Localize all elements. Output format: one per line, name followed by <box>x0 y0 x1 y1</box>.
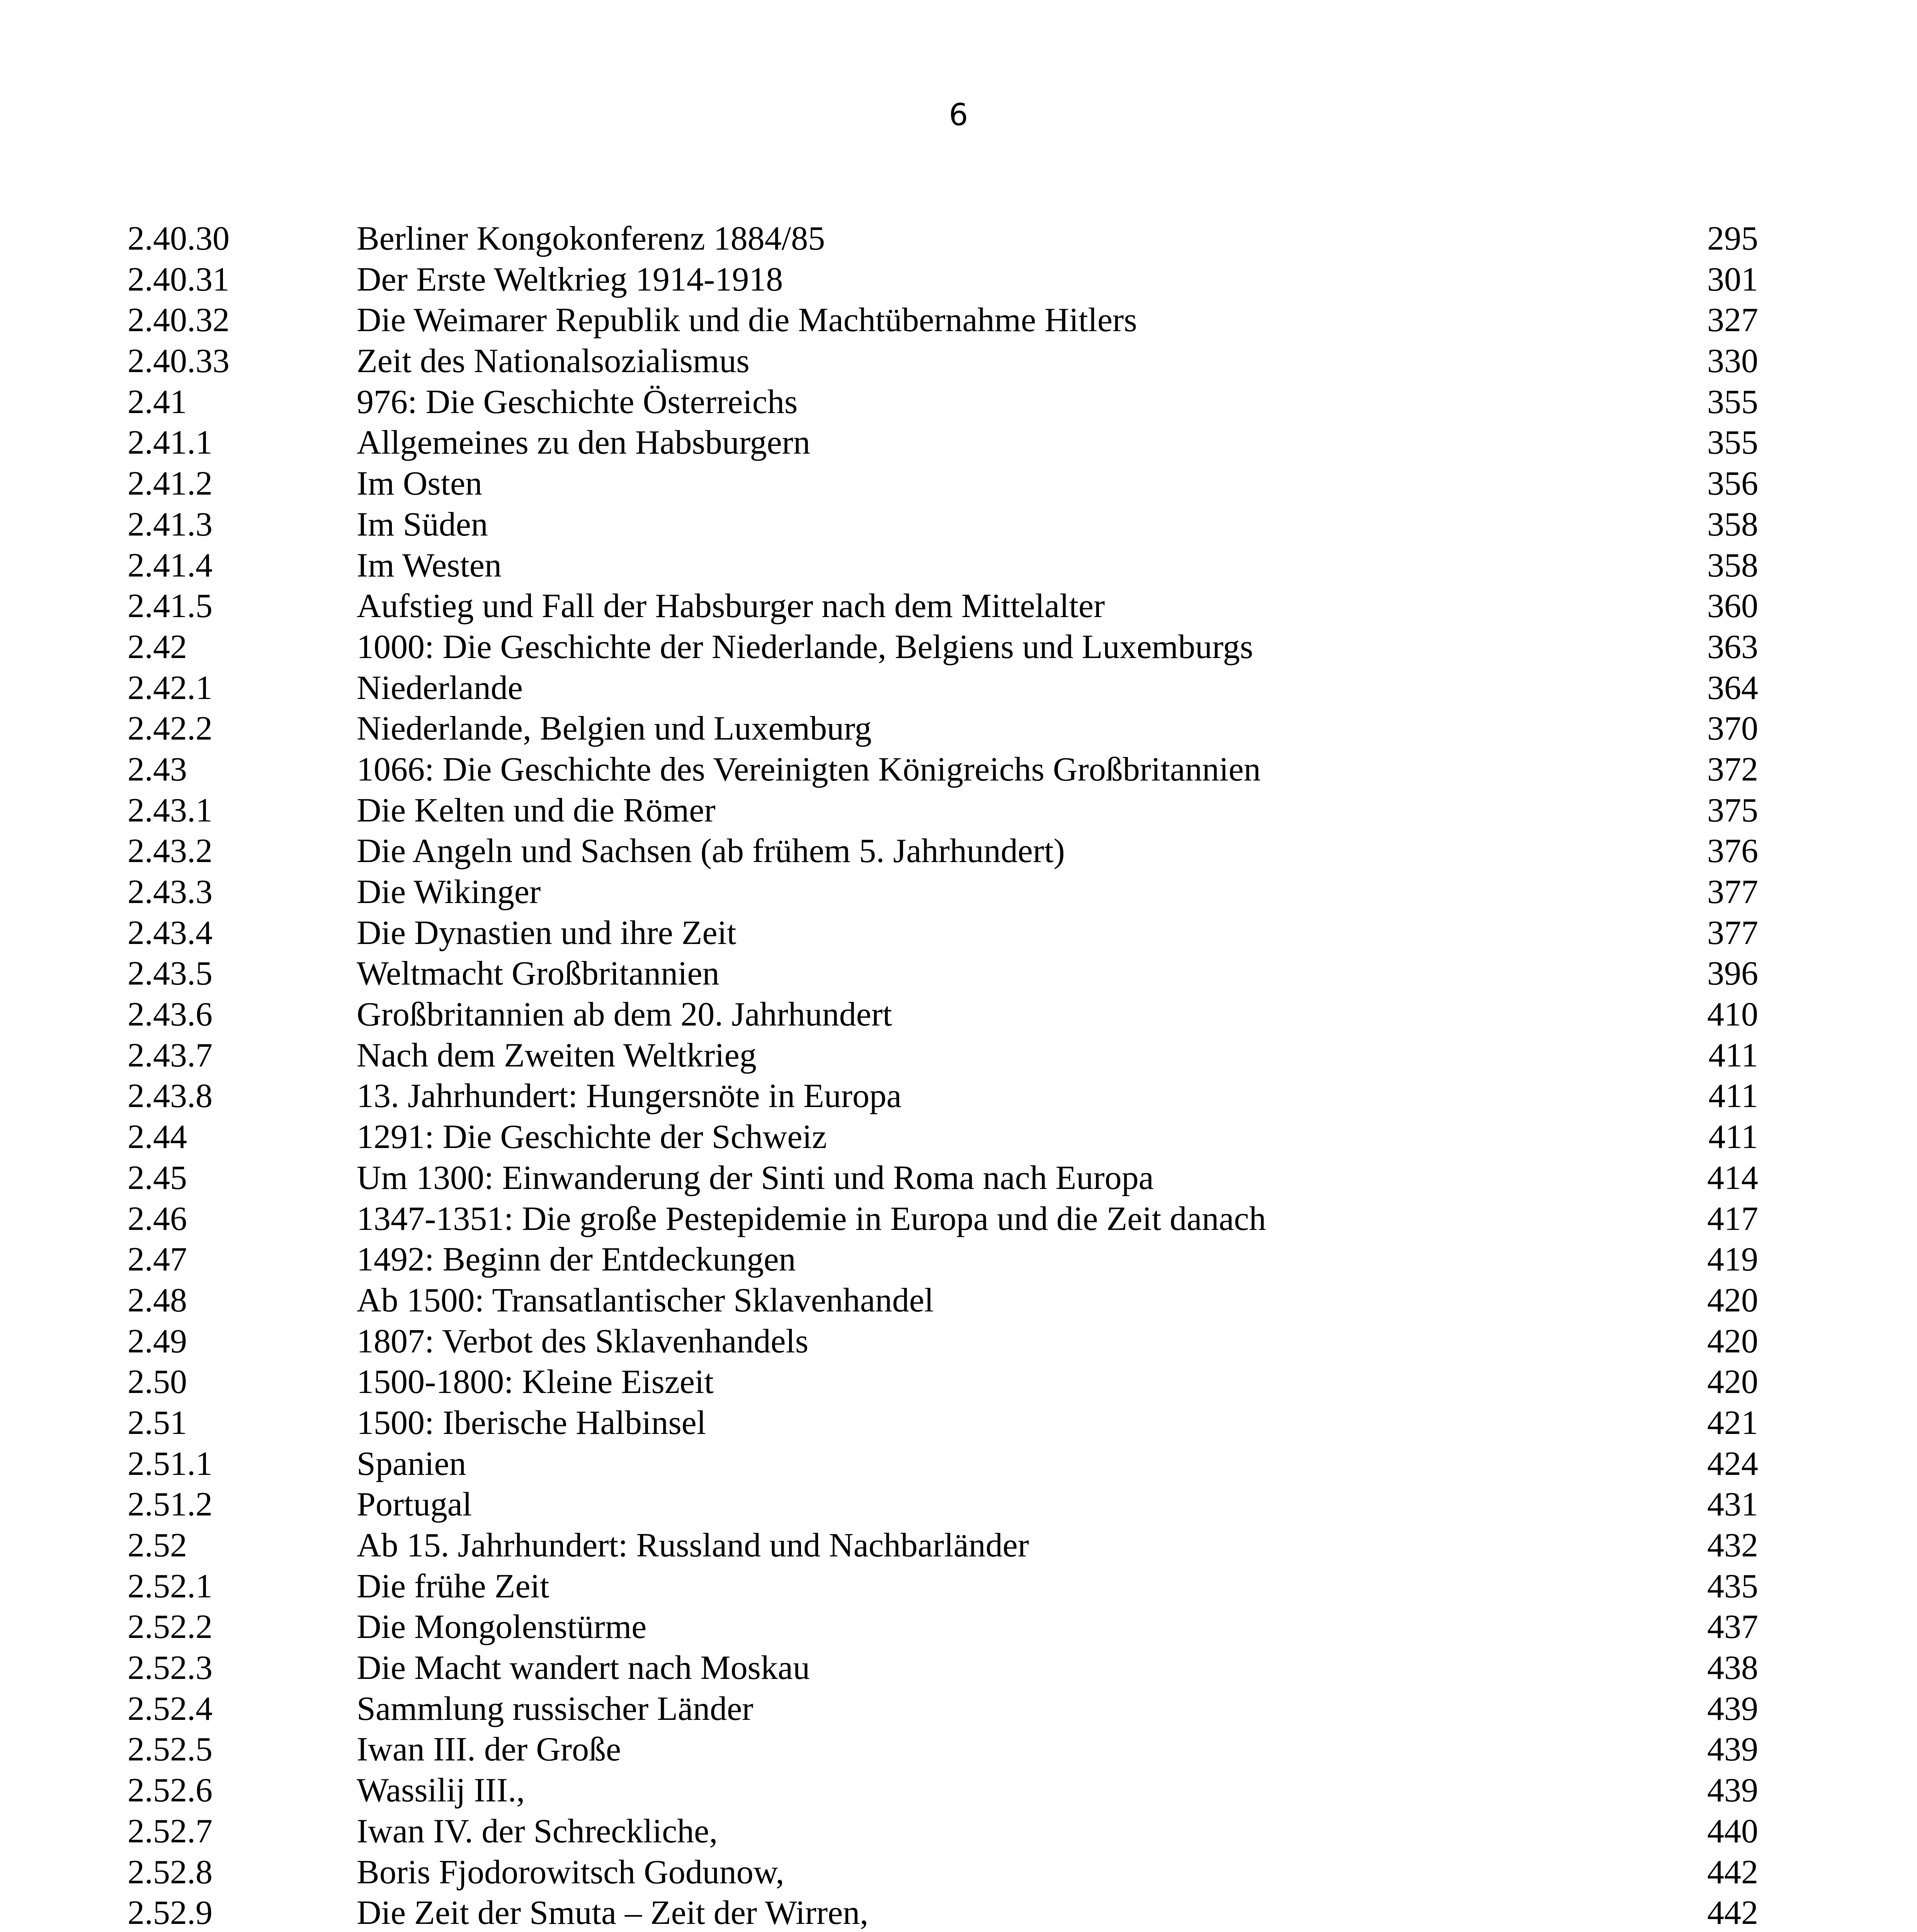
toc-page-number: 358 <box>1707 546 1758 584</box>
toc-section-title: Wassilij III., <box>357 1772 525 1810</box>
toc-row <box>128 668 1758 709</box>
toc-page-number: 421 <box>1707 1404 1758 1442</box>
toc-section-number: 2.43.3 <box>128 873 213 911</box>
toc-page-number: 439 <box>1707 1772 1758 1810</box>
toc-row <box>128 1648 1758 1689</box>
page-number: 6 <box>949 98 968 133</box>
toc-page-number: 417 <box>1707 1200 1758 1238</box>
toc-page-number: 442 <box>1707 1894 1758 1932</box>
table-of-contents <box>128 218 1758 1932</box>
toc-row <box>128 586 1758 627</box>
toc-page-number: 431 <box>1707 1486 1758 1524</box>
toc-row <box>128 790 1758 831</box>
toc-section-number: 2.45 <box>128 1159 187 1197</box>
toc-section-title: Sammlung russischer Länder <box>357 1690 754 1728</box>
toc-page-number: 377 <box>1707 873 1758 911</box>
toc-section-number: 2.52.2 <box>128 1608 213 1646</box>
toc-row <box>128 1158 1758 1199</box>
toc-row <box>128 1525 1758 1566</box>
toc-page-number: 295 <box>1707 220 1758 257</box>
toc-page-number: 377 <box>1707 914 1758 952</box>
toc-section-number: 2.52.5 <box>128 1731 213 1769</box>
toc-row <box>128 708 1758 749</box>
toc-row <box>128 341 1758 382</box>
toc-row <box>128 1729 1758 1770</box>
toc-section-number: 2.52.7 <box>128 1812 213 1850</box>
toc-section-number: 2.43.2 <box>128 832 213 870</box>
toc-section-number: 2.42 <box>128 628 187 666</box>
toc-row <box>128 1770 1758 1811</box>
toc-section-title: Weltmacht Großbritannien <box>357 955 720 993</box>
toc-page-number: 358 <box>1707 505 1758 543</box>
toc-row <box>128 1852 1758 1893</box>
toc-section-title: Niederlande, Belgien und Luxemburg <box>357 710 872 748</box>
toc-page-number: 355 <box>1707 383 1758 421</box>
toc-row <box>128 1321 1758 1362</box>
toc-section-title: Die Wikinger <box>357 873 541 911</box>
toc-row <box>128 1199 1758 1240</box>
toc-section-number: 2.52.8 <box>128 1853 213 1891</box>
toc-section-number: 2.52.3 <box>128 1649 213 1687</box>
toc-section-number: 2.43 <box>128 750 187 788</box>
toc-section-title: 1066: Die Geschichte des Vereinigten Königreichs Großbritannien <box>357 750 1261 788</box>
toc-section-title: Die Kelten und die Römer <box>357 791 716 829</box>
toc-page-number: 420 <box>1707 1363 1758 1401</box>
toc-row <box>128 749 1758 790</box>
toc-page-number: 360 <box>1707 587 1758 625</box>
toc-section-number: 2.43.5 <box>128 955 213 993</box>
toc-row <box>128 1689 1758 1730</box>
toc-page-number: 424 <box>1707 1445 1758 1483</box>
toc-row <box>128 1117 1758 1158</box>
toc-section-title: Die Macht wandert nach Moskau <box>357 1649 810 1687</box>
toc-row <box>128 1239 1758 1280</box>
toc-page-number: 437 <box>1707 1608 1758 1646</box>
toc-section-number: 2.42.2 <box>128 710 213 748</box>
toc-page-number: 411 <box>1708 1118 1758 1156</box>
toc-section-number: 2.43.7 <box>128 1036 213 1074</box>
toc-section-title: Im Westen <box>357 546 502 584</box>
toc-section-number: 2.51.2 <box>128 1486 213 1524</box>
toc-section-title: Der Erste Weltkrieg 1914-1918 <box>357 260 783 298</box>
toc-section-number: 2.41.5 <box>128 587 213 625</box>
toc-page-number: 440 <box>1707 1812 1758 1850</box>
toc-page-number: 420 <box>1707 1322 1758 1360</box>
toc-section-title: 1347-1351: Die große Pestepidemie in Europa und die Zeit danach <box>357 1200 1266 1238</box>
toc-section-title: Ab 15. Jahrhundert: Russland und Nachbarländer <box>357 1527 1029 1564</box>
toc-section-title: 13. Jahrhundert: Hungersnöte in Europa <box>357 1077 902 1115</box>
toc-section-title: Um 1300: Einwanderung der Sinti und Roma nach Europa <box>357 1159 1154 1197</box>
toc-section-number: 2.41.4 <box>128 546 213 584</box>
toc-page-number: 420 <box>1707 1281 1758 1319</box>
toc-row <box>128 1403 1758 1444</box>
toc-section-number: 2.43.6 <box>128 996 213 1034</box>
toc-section-number: 2.46 <box>128 1200 187 1238</box>
toc-section-number: 2.52.4 <box>128 1690 213 1728</box>
toc-section-title: Boris Fjodorowitsch Godunow, <box>357 1853 784 1891</box>
toc-section-title: 1291: Die Geschichte der Schweiz <box>357 1118 827 1156</box>
toc-page-number: 375 <box>1707 791 1758 829</box>
toc-section-title: Die Mongolenstürme <box>357 1608 647 1646</box>
toc-section-number: 2.40.30 <box>128 220 230 257</box>
toc-row <box>128 504 1758 545</box>
toc-section-title: Die Angeln und Sachsen (ab frühem 5. Jahrhundert) <box>357 832 1065 870</box>
toc-row <box>128 545 1758 586</box>
toc-section-title: Allgemeines zu den Habsburgern <box>357 424 810 462</box>
toc-section-number: 2.40.32 <box>128 301 230 339</box>
toc-section-number: 2.43.8 <box>128 1077 213 1115</box>
toc-row <box>128 1444 1758 1485</box>
toc-section-number: 2.44 <box>128 1118 187 1156</box>
toc-section-number: 2.52.6 <box>128 1772 213 1810</box>
toc-section-number: 2.41.1 <box>128 424 213 462</box>
toc-row <box>128 1893 1758 1932</box>
toc-page-number: 435 <box>1707 1567 1758 1605</box>
toc-section-title: 1807: Verbot des Sklavenhandels <box>357 1322 809 1360</box>
toc-section-title: Im Süden <box>357 505 488 543</box>
toc-section-title: Im Osten <box>357 465 483 503</box>
toc-row <box>128 1811 1758 1852</box>
toc-section-number: 2.52.9 <box>128 1894 213 1932</box>
toc-section-number: 2.40.33 <box>128 342 230 380</box>
toc-section-number: 2.48 <box>128 1281 187 1319</box>
toc-page-number: 372 <box>1707 750 1758 788</box>
toc-section-title: Spanien <box>357 1445 466 1483</box>
toc-row <box>128 1035 1758 1076</box>
toc-section-number: 2.50 <box>128 1363 187 1401</box>
toc-page-number: 370 <box>1707 710 1758 748</box>
toc-section-title: Zeit des Nationalsozialismus <box>357 342 750 380</box>
toc-section-title: 1492: Beginn der Entdeckungen <box>357 1241 796 1279</box>
toc-row <box>128 300 1758 341</box>
toc-page-number: 330 <box>1707 342 1758 380</box>
toc-section-title: Die Zeit der Smuta – Zeit der Wirren, <box>357 1894 869 1932</box>
toc-section-number: 2.41.2 <box>128 465 213 503</box>
toc-page-number: 439 <box>1707 1731 1758 1769</box>
toc-row <box>128 218 1758 259</box>
toc-page-number: 411 <box>1708 1036 1758 1074</box>
toc-row <box>128 422 1758 463</box>
toc-section-title: Nach dem Zweiten Weltkrieg <box>357 1036 757 1074</box>
toc-section-title: Aufstieg und Fall der Habsburger nach dem Mittelalter <box>357 587 1105 625</box>
toc-page-number: 410 <box>1707 996 1758 1034</box>
toc-row <box>128 913 1758 954</box>
toc-row <box>128 1607 1758 1648</box>
toc-section-title: Iwan III. der Große <box>357 1731 621 1769</box>
toc-section-number: 2.40.31 <box>128 260 230 298</box>
toc-section-title: Niederlande <box>357 669 523 707</box>
toc-page-number: 419 <box>1707 1241 1758 1279</box>
toc-row <box>128 994 1758 1035</box>
toc-section-title: Iwan IV. der Schreckliche, <box>357 1812 718 1850</box>
toc-row <box>128 872 1758 913</box>
toc-page-number: 355 <box>1707 424 1758 462</box>
toc-page-number: 364 <box>1707 669 1758 707</box>
toc-row <box>128 627 1758 668</box>
toc-page-number: 376 <box>1707 832 1758 870</box>
toc-section-title: Portugal <box>357 1486 472 1524</box>
toc-section-title: 1000: Die Geschichte der Niederlande, Belgiens und Luxemburgs <box>357 628 1253 666</box>
toc-row <box>128 1076 1758 1117</box>
toc-page-number: 363 <box>1707 628 1758 666</box>
toc-section-number: 2.41 <box>128 383 187 421</box>
toc-row <box>128 1280 1758 1321</box>
toc-section-number: 2.49 <box>128 1322 187 1360</box>
toc-page-number: 432 <box>1707 1527 1758 1564</box>
toc-section-title: Die Dynastien und ihre Zeit <box>357 914 737 952</box>
toc-row <box>128 1362 1758 1403</box>
toc-row <box>128 463 1758 504</box>
toc-section-number: 2.51 <box>128 1404 187 1442</box>
toc-page-number: 411 <box>1708 1077 1758 1115</box>
toc-section-number: 2.42.1 <box>128 669 213 707</box>
toc-row <box>128 831 1758 872</box>
toc-section-number: 2.43.4 <box>128 914 213 952</box>
toc-section-title: 1500: Iberische Halbinsel <box>357 1404 706 1442</box>
toc-page-number: 438 <box>1707 1649 1758 1687</box>
toc-row <box>128 953 1758 994</box>
toc-section-title: Großbritannien ab dem 20. Jahrhundert <box>357 996 892 1034</box>
toc-section-title: Die frühe Zeit <box>357 1567 549 1605</box>
toc-section-number: 2.52 <box>128 1527 187 1564</box>
toc-section-number: 2.51.1 <box>128 1445 213 1483</box>
toc-page-number: 356 <box>1707 465 1758 503</box>
toc-page-number: 327 <box>1707 301 1758 339</box>
toc-page-number: 439 <box>1707 1690 1758 1728</box>
toc-section-title: 1500-1800: Kleine Eiszeit <box>357 1363 714 1401</box>
toc-page-number: 414 <box>1707 1159 1758 1197</box>
toc-section-title: Ab 1500: Transatlantischer Sklavenhandel <box>357 1281 934 1319</box>
toc-page-number: 442 <box>1707 1853 1758 1891</box>
toc-section-title: 976: Die Geschichte Österreichs <box>357 383 798 421</box>
toc-row <box>128 259 1758 300</box>
toc-section-number: 2.41.3 <box>128 505 213 543</box>
toc-section-title: Berliner Kongokonferenz 1884/85 <box>357 220 825 257</box>
toc-page-number: 396 <box>1707 955 1758 993</box>
toc-row <box>128 1484 1758 1525</box>
toc-row <box>128 1566 1758 1607</box>
toc-page-number: 301 <box>1707 260 1758 298</box>
toc-section-number: 2.47 <box>128 1241 187 1279</box>
toc-row <box>128 382 1758 423</box>
toc-section-title: Die Weimarer Republik und die Machtübernahme Hitlers <box>357 301 1137 339</box>
toc-section-number: 2.43.1 <box>128 791 213 829</box>
toc-section-number: 2.52.1 <box>128 1567 213 1605</box>
